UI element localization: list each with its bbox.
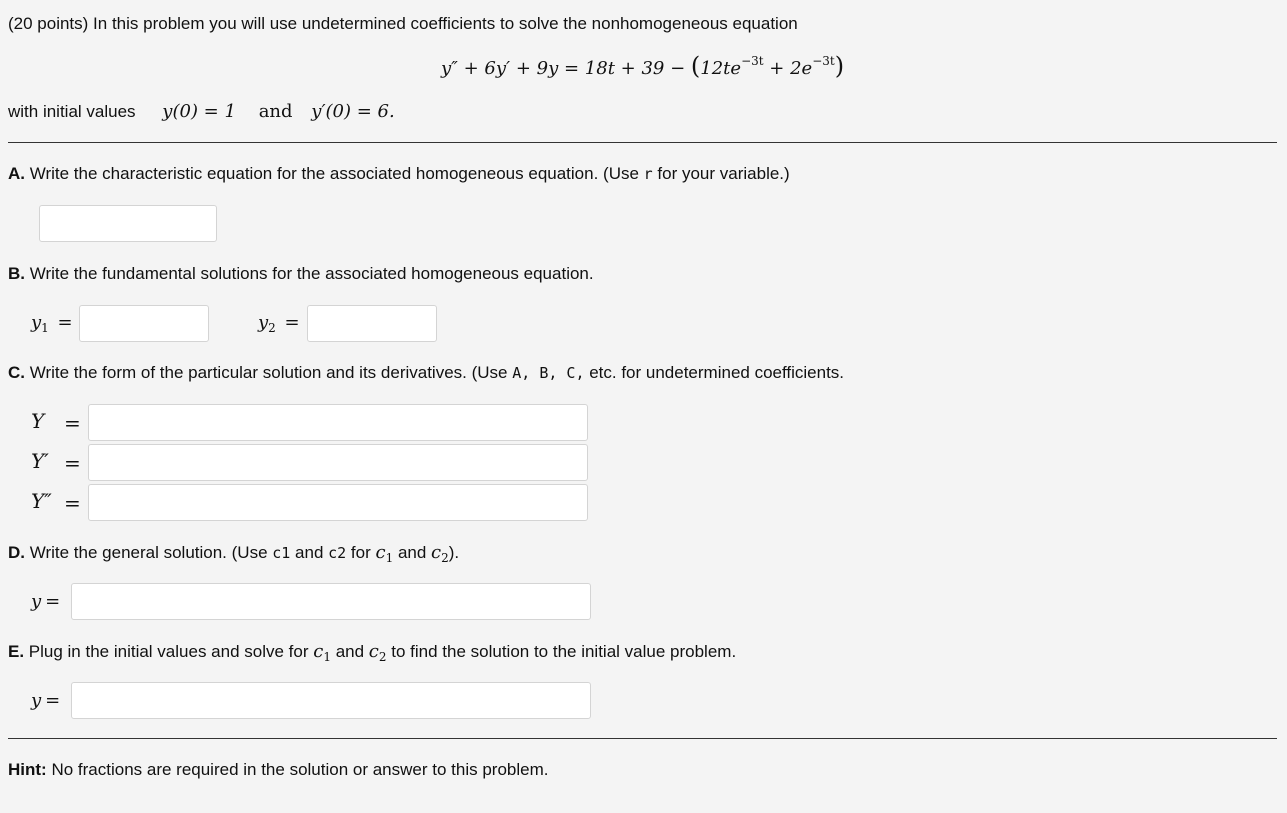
y2-symbol: y: [258, 312, 269, 333]
hint-text: No fractions are required in the solution or answer to this problem.: [46, 760, 549, 779]
part-d-c2-symbol: c: [431, 542, 442, 563]
part-a-letter: A.: [8, 164, 25, 183]
initial-values-label: with initial values: [8, 102, 136, 121]
equation-paren-open: (: [690, 52, 701, 80]
ivp-solution-y: y: [31, 690, 42, 711]
y2-input[interactable]: [307, 305, 437, 342]
part-d-c2-subscript: 2: [441, 551, 449, 565]
general-solution-equals: =: [45, 591, 61, 612]
equation-term2: + 2e: [763, 58, 813, 79]
particular-y-double-prime-label: Y″: [31, 489, 52, 513]
part-e-text-1: Plug in the initial values and solve for: [24, 642, 314, 661]
y1-input[interactable]: [79, 305, 209, 342]
part-b-letter: B.: [8, 264, 25, 283]
part-a-variable: r: [643, 165, 653, 183]
part-e-c2-symbol: c: [368, 641, 379, 662]
part-d-c1-symbol: c: [375, 542, 386, 563]
y1-equals: =: [57, 312, 73, 333]
part-d-text-3: and: [393, 543, 432, 562]
part-a-text-2: for your variable.): [652, 164, 790, 183]
part-d-text-1: Write the general solution. (Use: [25, 543, 273, 562]
general-solution-label: [31, 591, 60, 612]
particular-y-prime-input[interactable]: [88, 444, 588, 481]
hint: [8, 760, 548, 780]
problem-intro: [8, 14, 798, 34]
part-c-coefficients: A, B, C,: [512, 364, 585, 382]
part-b-prompt: [8, 264, 594, 284]
part-e-prompt: [8, 641, 736, 664]
characteristic-equation-input[interactable]: [39, 205, 217, 242]
part-e-text-3: to find the solution to the initial value problem.: [386, 642, 737, 661]
part-d-letter: D.: [8, 543, 25, 562]
part-d-c1-subscript: 1: [385, 551, 394, 565]
part-c-prompt: [8, 363, 844, 383]
y1-label: [31, 312, 73, 335]
ivp-solution-equals: =: [45, 690, 61, 711]
equation-paren-close: ): [834, 52, 845, 80]
particular-y-label: Y: [31, 409, 45, 433]
part-a-text-1: Write the characteristic equation for the associated homogeneous equation. (Use: [25, 164, 644, 183]
equation-lhs: y″ + 6y′ + 9y = 18t + 39 −: [441, 58, 691, 79]
part-e-c1-subscript: 1: [323, 650, 331, 664]
particular-y-prime-label: Y′: [31, 449, 49, 473]
particular-y-prime-equals: =: [64, 451, 81, 475]
divider-top: [8, 142, 1277, 143]
divider-bottom: [8, 738, 1277, 739]
y2-label: [258, 312, 300, 335]
y2-subscript: 2: [268, 321, 276, 335]
hint-label: Hint:: [8, 760, 47, 779]
part-d-text-4: ).: [448, 543, 460, 562]
part-d-text-2: for: [346, 543, 376, 562]
equation-term1: 12te: [700, 58, 742, 79]
general-solution-input[interactable]: [71, 583, 591, 620]
part-e-letter: E.: [8, 642, 25, 661]
equation-term1-exponent: −3t: [741, 54, 764, 68]
part-d-prompt: [8, 542, 459, 565]
initial-and: and: [258, 101, 293, 122]
part-e-text-2: and: [330, 642, 369, 661]
initial-condition-2: y′(0) = 6.: [311, 101, 395, 122]
y1-subscript: 1: [41, 321, 49, 335]
part-e-c2-subscript: 2: [378, 650, 387, 664]
part-c-text-2: etc. for undetermined coefficients.: [584, 363, 845, 382]
part-d-c1: c1: [272, 544, 291, 562]
part-b-text: Write the fundamental solutions for the associated homogeneous equation.: [25, 264, 594, 283]
initial-condition-1: y(0) = 1: [162, 101, 236, 122]
ivp-solution-label: [31, 690, 60, 711]
part-d-c2: c2: [328, 544, 347, 562]
particular-y-equals: =: [64, 411, 81, 435]
ivp-solution-input[interactable]: [71, 682, 591, 719]
part-a-prompt: [8, 164, 790, 184]
particular-y-double-prime-equals: =: [64, 491, 81, 515]
part-c-letter: C.: [8, 363, 25, 382]
part-d-and: and: [290, 543, 329, 562]
main-equation: [441, 52, 844, 80]
y2-equals: =: [284, 312, 300, 333]
particular-y-double-prime-input[interactable]: [88, 484, 588, 521]
general-solution-y: y: [31, 591, 42, 612]
y1-symbol: y: [31, 312, 42, 333]
equation-term2-exponent: −3t: [812, 54, 835, 68]
particular-y-input[interactable]: [88, 404, 588, 441]
part-e-c1-symbol: c: [313, 641, 324, 662]
intro-text: (20 points) In this problem you will use undetermined coefficients to solve the nonhomogeneous equation: [8, 14, 798, 33]
initial-values: [8, 101, 395, 122]
part-c-text-1: Write the form of the particular solution and its derivatives. (Use: [25, 363, 513, 382]
